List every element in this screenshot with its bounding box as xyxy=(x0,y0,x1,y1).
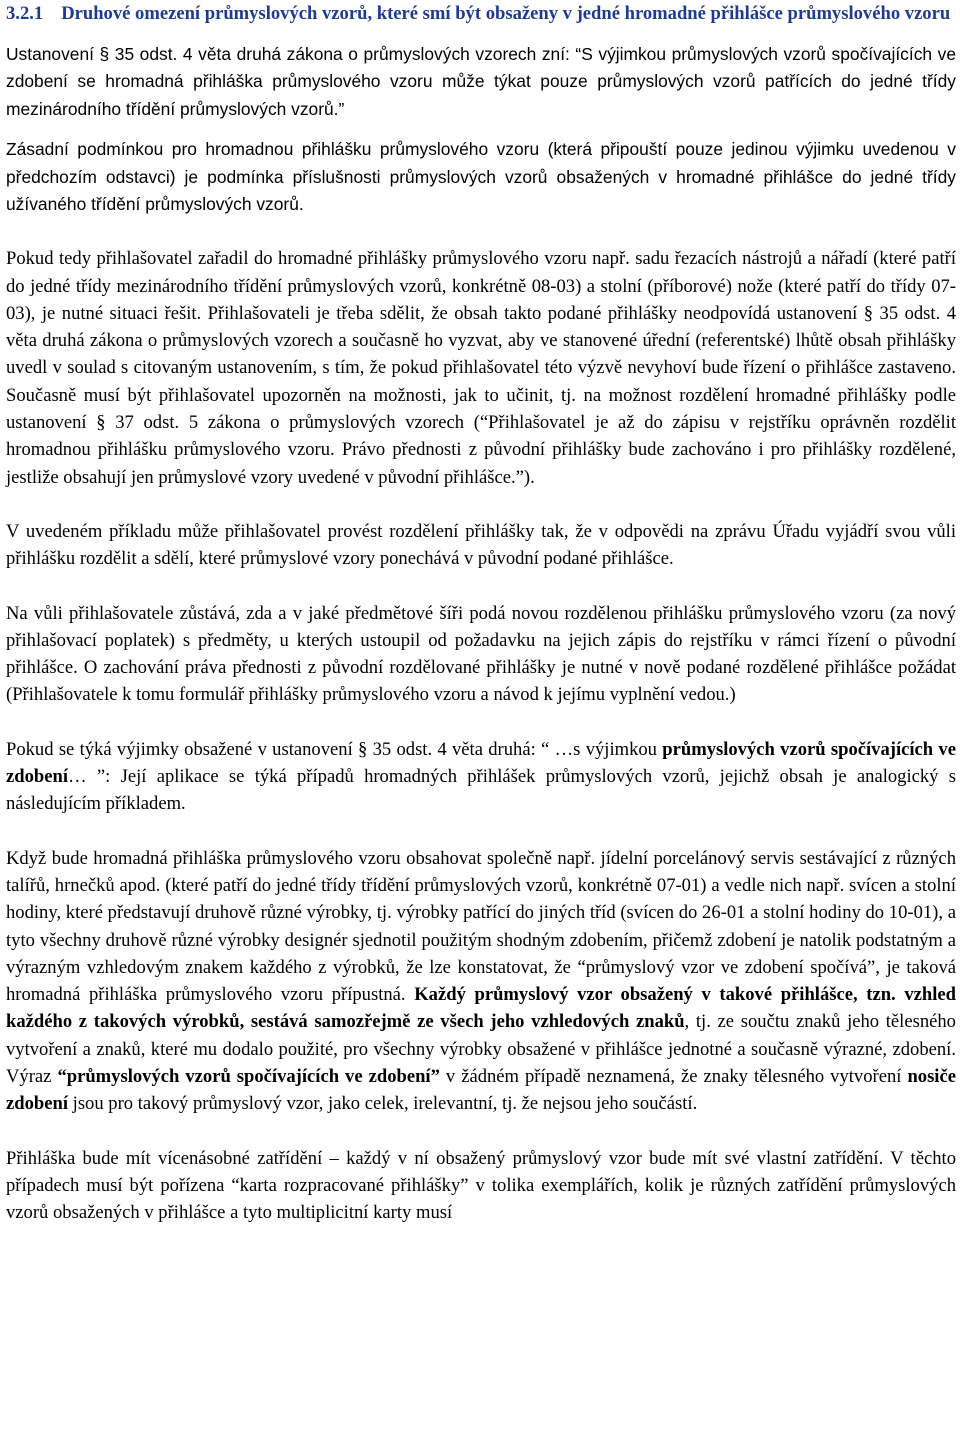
text-run: Na vůli přihlašovatele zůstává, zda a v jaké předmětové šíři podá novou rozdělenou přihlášku průmyslového vzoru (za nový přihlašovací poplatek) s předměty, u kterých ustoupil od požadavku na jejich zápis do rejstříku v rámci řízení o původní přihlášce. O zachování práva přednosti z původní rozdělované přihlášky je nutné v nově podané rozdělené přihlášce požádat (Přihlašovatele k tomu formulář přihlášky průmyslového vzoru a návod k jejímu vyplnění vedou.) xyxy=(6,602,956,706)
text-run: Ustanovení § 35 odst. 4 věta druhá zákona o průmyslových vzorech zní: “S výjimkou průmyslových vzorů spočívajících ve zdobení se hromadná přihláška průmyslového vzoru může týkat pouze průmyslových vzorů patřících do jedné třídy mezinárodního třídění průmyslových vzorů.” xyxy=(6,44,956,119)
paragraph-6 xyxy=(6,736,956,818)
bold-text-run: nosiče zdobení xyxy=(6,1066,956,1115)
text-run: jsou pro takový průmyslový vzor, jako celek, irelevantní, tj. že nejsou jeho součástí. xyxy=(68,1093,698,1115)
section-title: Druhové omezení průmyslových vzorů, které smí být obsaženy v jedné hromadné přihlášce průmyslového vzoru xyxy=(61,3,951,24)
text-run: v žádném případě neznamená, že znaky tělesného vytvoření xyxy=(439,1066,908,1087)
paragraph-5 xyxy=(6,600,956,709)
bold-text-run: Každý průmyslový vzor obsažený v takové přihlášce, tzn. vzhled každého z takových výrobků, sestává samozřejmě ze všech jeho vzhledových znaků xyxy=(6,984,956,1033)
text-run: Pokud se týká výjimky obsažené v ustanovení § 35 odst. 4 věta druhá: “ …s výjimkou xyxy=(6,738,663,760)
section-heading xyxy=(6,0,956,27)
text-run: , tj. ze součtu znaků jeho tělesného vytvoření a znaků, které mu dodalo použité, pro všechny výrobky obsažené v přihlášce jednotné a současně výrazné, zdobení. Výraz xyxy=(6,1011,956,1087)
section-number: 3.2.1 xyxy=(6,3,44,24)
document-page xyxy=(6,0,956,1240)
paragraph-4 xyxy=(6,518,956,573)
text-run: Zásadní podmínkou pro hromadnou přihlášku průmyslového vzoru (která připouští pouze jedinou výjimku uvedenou v předchozím odstavci) je podmínka příslušnosti průmyslových vzorů obsažených v hromadné přihlášce do jedné třídy užívaného třídění průmyslových vzorů. xyxy=(6,139,956,214)
paragraph-8 xyxy=(6,1145,956,1227)
paragraph-7 xyxy=(6,845,956,1118)
text-run: Když bude hromadná přihláška průmyslového vzoru obsahovat společně např. jídelní porcelánový servis sestávající z různých talířů, hrnečků apod. (které patří do jedné třídy třídění průmyslových vzorů, konkrétně 07-01) a vedle nich např. svícen a stolní hodiny, které představují druhově různé výrobky, tj. výrobky patřící do jiných tříd (svícen do 26-01 a stolní hodiny do 10-01), a tyto všechny druhově různé výrobky designér sjednotil použitým shodným zdobením, přičemž zdobení je natolik podstatným a výrazným vzhledovým znakem každého z výrobků, že lze konstatovat, že “průmyslový vzor ve zdobení spočívá”, je taková hromadná přihláška průmyslového vzoru přípustná. xyxy=(6,847,956,1006)
text-run: Přihláška bude mít vícenásobné zatřídění – každý v ní obsažený průmyslový vzor bude mít své vlastní zatřídění. V těchto případech musí být pořízena “karta rozpracované přihlášky” v tolika exemplářích, kolik je různých zatřídění průmyslových vzorů obsažených v přihlášce a tyto multiplicitní karty musí xyxy=(6,1147,956,1224)
paragraph-1 xyxy=(6,41,956,123)
text-run: Pokud tedy přihlašovatel zařadil do hromadné přihlášky průmyslového vzoru např. sadu řezacích nástrojů a nářadí (které patří do jedné třídy mezinárodního třídění průmyslových vzorů, konkrétně 08-03) a stolní (příborové) nože (které patří do třídy 07-03), je nutné situaci řešit. Přihlašovateli je třeba sdělit, že obsah takto podané přihlášky neodpovídá ustanovení § 35 odst. 4 věta druhá zákona o průmyslových vzorech a současně ho vyzvat, aby ve stanovené úřední (referentské) lhůtě obsah přihlášky uvedl v soulad s citovaným ustanovením, s tím, že pokud přihlašovatel této výzvě nevyhoví bude řízení o přihlášce zastaveno. Současně musí být přihlašovatel upozorněn na možnosti, jak to učinit, tj. na možnost rozdělení hromadné přihlášky podle ustanovení § 37 odst. 5 zákona o průmyslových vzorech (“Přihlašovatel je až do zápisu v rejstříku oprávněn rozdělit hromadnou přihlášku průmyslového vzoru. Právo přednosti z původní přihlášky bude zachováno i pro přihlášky rozdělené, jestliže obsahují jen průmyslové vzory uvedené v původní přihlášce.”). xyxy=(6,248,956,488)
bold-text-run: průmyslových vzorů spočívajících ve zdobení xyxy=(6,738,956,788)
text-run: V uvedeném příkladu může přihlašovatel provést rozdělení přihlášky tak, že v odpovědi na zprávu Úřadu vyjádří svou vůli přihlášku rozdělit a sdělí, které průmyslové vzory ponechává v původní podané přihlášce. xyxy=(6,520,956,570)
paragraph-3 xyxy=(6,245,956,491)
paragraph-2 xyxy=(6,136,956,218)
text-run: … ”: Její aplikace se týká případů hromadných přihlášek průmyslových vzorů, jejichž obsah je analogický s následujícím příkladem. xyxy=(6,766,956,815)
bold-text-run: “průmyslových vzorů spočívajících ve zdobení” xyxy=(57,1066,440,1087)
